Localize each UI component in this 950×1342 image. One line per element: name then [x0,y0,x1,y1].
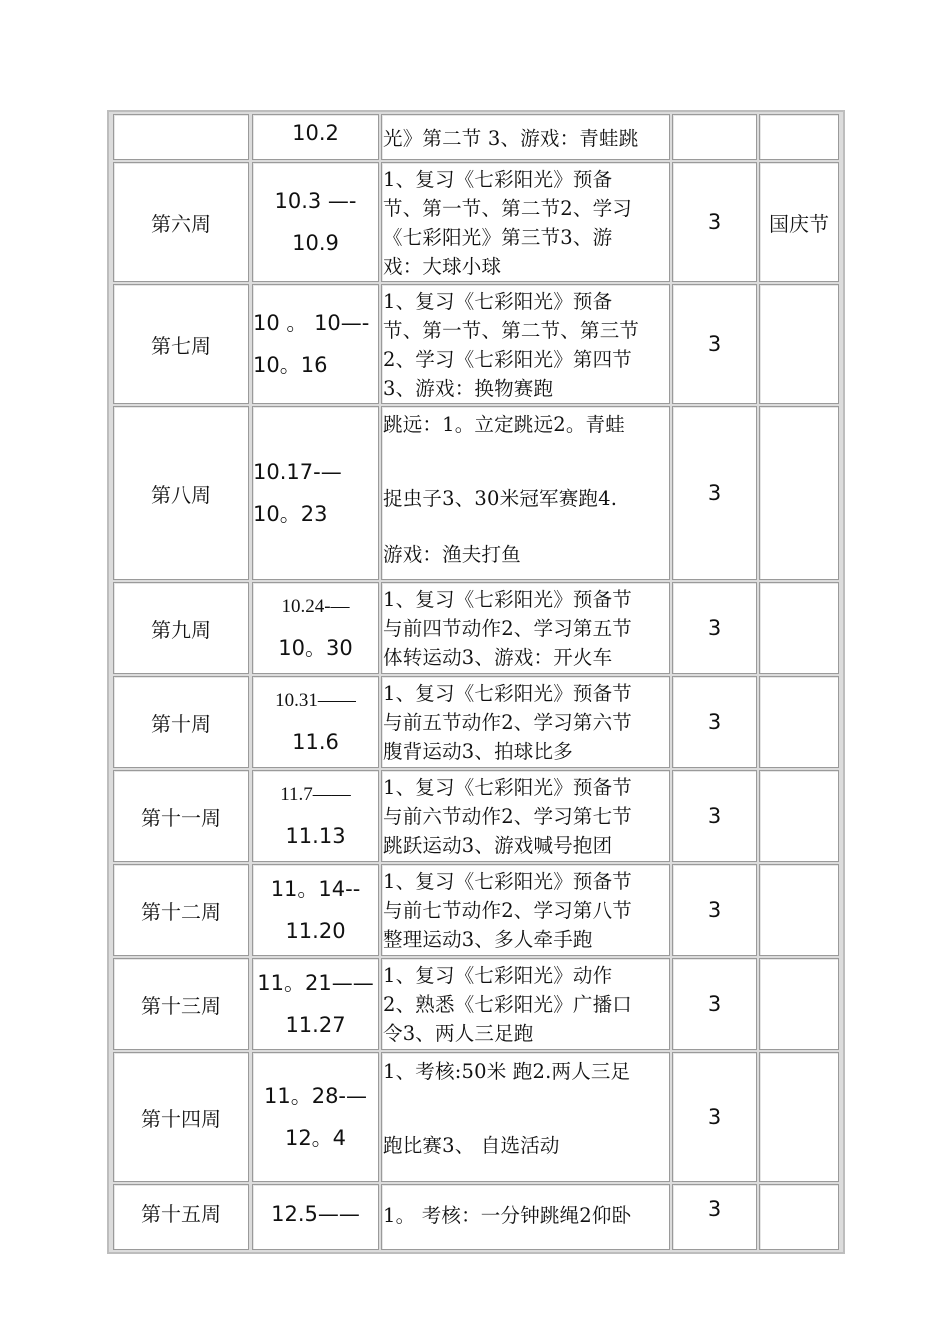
content-line: 跑比赛3、 自选活动 [383,1134,560,1157]
week-cell: 第十一周 [113,770,249,862]
date-line: 11。28-— [263,1084,368,1108]
date-cell [252,864,379,956]
content-line: 光》第二节 3、游戏：青蛙跳 [383,127,639,150]
table-row [109,1184,843,1250]
content-line: 1。 考核：一分钟跳绳2仰卧 [383,1204,632,1227]
content-line: 1、复习《七彩阳光》预备节 [383,588,633,611]
date-line: 10。30 [278,636,353,660]
note-cell [759,114,839,160]
content-line: 跳跃运动3、游戏喊号抱团 [383,834,613,857]
date-line: 11。21—— [257,971,374,995]
content-line: 整理运动3、多人牵手跑 [383,928,593,951]
content-line: 与前四节动作2、学习第五节 [383,617,633,640]
week-cell: 第十四周 [113,1052,249,1182]
content-line: 与前七节动作2、学习第八节 [383,899,633,922]
table-row [109,864,843,956]
content-line: 1、复习《七彩阳光》预备 [383,290,613,313]
content-spacer [383,441,669,483]
date-cell [252,958,379,1050]
content-cell [381,958,670,1050]
content-cell [381,162,670,282]
content-line: 节、第一节、第二节2、学习 [383,197,633,220]
note-cell [759,958,839,1050]
hours-cell: 3 [672,676,757,768]
date-line: 11.20 [285,919,346,943]
content-line: 《七彩阳光》第三节3、游 [383,226,613,249]
note-cell: 国庆节 [759,162,839,282]
date-cell [252,770,379,862]
table-row [109,284,843,404]
date-line: 10.3 —- [274,189,357,213]
date-line: 11.7—— [280,784,351,805]
table-row [109,114,843,160]
content-line: 1、复习《七彩阳光》动作 [383,964,613,987]
hours-cell: 3 [672,1052,757,1182]
date-line: 11.6 [292,730,339,754]
hours-cell: 3 [672,770,757,862]
table-row [109,582,843,674]
content-line: 3、游戏：换物赛跑 [383,377,554,400]
hours-cell: 3 [672,582,757,674]
schedule-table [107,110,845,1254]
week-cell: 第十周 [113,676,249,768]
date-line: 11.27 [285,1013,346,1037]
hours-cell: 3 [672,864,757,956]
date-line: 12。4 [284,1126,347,1150]
hours-cell [672,114,757,160]
date-cell [252,162,379,282]
note-cell [759,770,839,862]
hours-cell: 3 [672,284,757,404]
date-line: 10.31—— [275,690,356,711]
content-line: 跳远：1。立定跳远2。青蛙 [383,413,625,436]
date-cell [252,284,379,404]
content-cell [381,284,670,404]
note-cell [759,582,839,674]
week-cell: 第十二周 [113,864,249,956]
content-line: 1、考核:50米 跑2.两人三足 [383,1060,631,1083]
table-row [109,770,843,862]
hours-cell: 3 [672,406,757,580]
content-line: 1、复习《七彩阳光》预备节 [383,682,633,705]
content-cell [381,406,670,580]
note-cell [759,1184,839,1250]
table-row [109,958,843,1050]
date-cell [252,582,379,674]
week-cell: 第九周 [113,582,249,674]
date-cell [252,114,379,160]
content-line: 2、学习《七彩阳光》第四节 [383,348,633,371]
content-line: 1、复习《七彩阳光》预备节 [383,776,633,799]
week-cell: 第十五周 [113,1184,249,1250]
hours-cell: 3 [672,162,757,282]
date-cell [252,406,379,580]
content-cell [381,676,670,768]
content-line: 腹背运动3、拍球比多 [383,740,573,763]
hours-cell: 3 [672,1184,757,1250]
date-cell [252,1052,379,1182]
content-line: 1、复习《七彩阳光》预备节 [383,870,633,893]
week-cell: 第八周 [113,406,249,580]
hours-cell: 3 [672,958,757,1050]
date-cell [252,676,379,768]
date-line: 10 。 10—- [253,311,370,335]
table-row [109,406,843,580]
content-spacer [383,515,669,539]
note-cell [759,1052,839,1182]
content-line: 2、熟悉《七彩阳光》广播口 [383,993,633,1016]
content-line: 1、复习《七彩阳光》预备 [383,168,613,191]
content-cell [381,1184,670,1250]
note-cell [759,864,839,956]
content-cell [381,770,670,862]
content-line: 体转运动3、游戏：开火车 [383,646,613,669]
table-row [109,162,843,282]
date-line: 10.17-— [253,460,342,484]
date-line: 10.2 [292,121,339,145]
table-row [109,676,843,768]
content-line: 游戏：渔夫打鱼 [383,543,521,566]
week-cell: 第七周 [113,284,249,404]
date-line: 10。23 [253,502,328,526]
content-line: 与前五节动作2、学习第六节 [383,711,633,734]
content-line: 与前六节动作2、学习第七节 [383,805,633,828]
content-line: 戏：大球小球 [383,255,502,278]
content-line: 捉虫子3、30米冠军赛跑4. [383,487,618,510]
content-line: 节、第一节、第二节、第三节 [383,319,640,342]
content-spacer [383,1086,669,1131]
content-cell [381,582,670,674]
date-line: 11。14-- [270,877,361,901]
date-cell [252,1184,379,1250]
note-cell [759,284,839,404]
week-cell [113,114,249,160]
content-cell [381,1052,670,1182]
date-line: 10。16 [253,353,328,377]
table-row [109,1052,843,1182]
date-line: 12.5—— [271,1202,360,1226]
date-line: 10.24-— [281,596,350,617]
date-line: 11.13 [285,824,346,848]
date-line: 10.9 [292,231,339,255]
note-cell [759,406,839,580]
week-cell: 第六周 [113,162,249,282]
content-cell [381,114,670,160]
content-cell [381,864,670,956]
content-line: 令3、两人三足跑 [383,1022,534,1045]
week-cell: 第十三周 [113,958,249,1050]
note-cell [759,676,839,768]
